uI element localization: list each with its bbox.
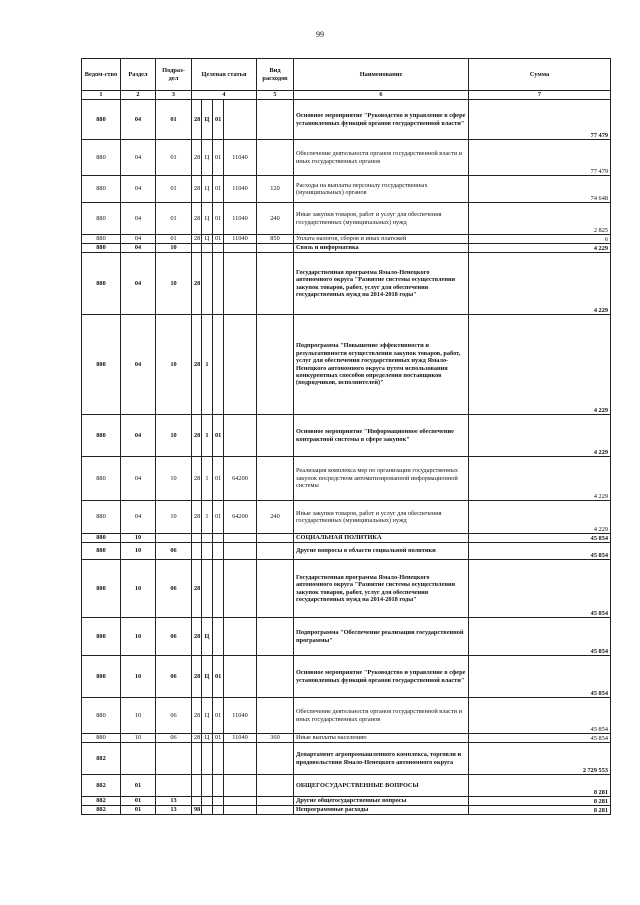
cell-naimenovanie: Иные выплаты населению <box>294 734 469 743</box>
cell-summa: 45 854 <box>469 698 611 734</box>
cell-naimenovanie: Подпрограмма "Обеспечение реализации государственной программы" <box>294 618 469 656</box>
cell-celevaya-direction <box>224 743 257 775</box>
cell-podrazdel: 10 <box>156 457 192 501</box>
cell-razdel: 04 <box>121 457 156 501</box>
budget-table <box>81 58 611 815</box>
cell-celevaya-subprogram <box>202 253 213 315</box>
table-row <box>82 656 611 698</box>
cell-celevaya-subprogram: Ц <box>202 698 213 734</box>
cell-razdel: 10 <box>121 734 156 743</box>
cell-podrazdel: 01 <box>156 100 192 140</box>
header-vid-rashodov: Вид расходов <box>257 59 294 91</box>
cell-vedomstvo: 880 <box>82 176 121 203</box>
cell-celevaya-subprogram: Ц <box>202 734 213 743</box>
cell-summa: 74 648 <box>469 176 611 203</box>
cell-vid-rashodov <box>257 806 294 815</box>
cell-celevaya-subprogram: 1 <box>202 501 213 534</box>
cell-naimenovanie: Основное мероприятие "Информационное обеспечение контрактной системы в сфере закупок" <box>294 415 469 457</box>
cell-naimenovanie: Подпрограмма "Повышение эффективности и результативности осуществления закупок товаров, работ, услуг для обеспечения государственных нужд Ямало-Ненецкого автономного округа путем использования конкурентных способов определения поставщиков (подрядчиков, исполнителей)" <box>294 315 469 415</box>
cell-celevaya-subprogram: Ц <box>202 618 213 656</box>
cell-naimenovanie: Иные закупки товаров, работ и услуг для обеспечения государственных (муниципальных) нужд <box>294 203 469 235</box>
cell-celevaya-direction <box>224 543 257 560</box>
cell-celevaya-event <box>213 534 224 543</box>
cell-celevaya-subprogram <box>202 743 213 775</box>
cell-celevaya-direction <box>224 806 257 815</box>
cell-celevaya-program <box>192 244 202 253</box>
table-body <box>82 100 611 815</box>
cell-razdel: 04 <box>121 176 156 203</box>
cell-vedomstvo: 880 <box>82 100 121 140</box>
cell-celevaya-direction <box>224 253 257 315</box>
cell-celevaya-subprogram <box>202 806 213 815</box>
cell-naimenovanie: Реализация комплекса мер по организации государственных закупок посредством автоматизированной информационной системы <box>294 457 469 501</box>
cell-celevaya-subprogram <box>202 775 213 797</box>
cell-naimenovanie: Обеспечение деятельности органов государственной власти и иных государственных органов <box>294 698 469 734</box>
cell-vid-rashodov <box>257 698 294 734</box>
cell-celevaya-event: 01 <box>213 235 224 244</box>
cell-celevaya-subprogram: Ц <box>202 176 213 203</box>
cell-celevaya-subprogram <box>202 244 213 253</box>
column-number: 1 <box>82 91 121 100</box>
cell-summa: 45 854 <box>469 618 611 656</box>
table-row <box>82 743 611 775</box>
cell-naimenovanie: Другие общегосударственные вопросы <box>294 797 469 806</box>
cell-celevaya-event: 01 <box>213 415 224 457</box>
cell-razdel: 04 <box>121 501 156 534</box>
cell-celevaya-event <box>213 315 224 415</box>
page-number: 99 <box>316 30 324 39</box>
cell-celevaya-event: 01 <box>213 100 224 140</box>
cell-celevaya-event <box>213 244 224 253</box>
cell-celevaya-program: 28 <box>192 618 202 656</box>
cell-naimenovanie: Уплата налогов, сборов и иных платежей <box>294 235 469 244</box>
cell-naimenovanie: Основное мероприятие "Руководство и управление в сфере установленных функций органов государственной власти" <box>294 100 469 140</box>
cell-celevaya-program: 28 <box>192 235 202 244</box>
cell-celevaya-direction <box>224 415 257 457</box>
cell-podrazdel: 10 <box>156 253 192 315</box>
cell-naimenovanie: Непрограммные расходы <box>294 806 469 815</box>
cell-vid-rashodov <box>257 743 294 775</box>
cell-summa: 45 854 <box>469 543 611 560</box>
cell-vid-rashodov <box>257 797 294 806</box>
cell-vid-rashodov <box>257 415 294 457</box>
column-number: 5 <box>257 91 294 100</box>
cell-celevaya-event <box>213 253 224 315</box>
table-row <box>82 698 611 734</box>
cell-vedomstvo: 880 <box>82 415 121 457</box>
cell-vid-rashodov: 850 <box>257 235 294 244</box>
cell-naimenovanie: СОЦИАЛЬНАЯ ПОЛИТИКА <box>294 534 469 543</box>
cell-summa: 45 854 <box>469 534 611 543</box>
cell-razdel: 04 <box>121 235 156 244</box>
cell-naimenovanie: Обеспечение деятельности органов государственной власти и иных государственных органов <box>294 140 469 176</box>
cell-celevaya-program: 28 <box>192 560 202 618</box>
cell-vid-rashodov <box>257 244 294 253</box>
cell-summa: 8 281 <box>469 797 611 806</box>
cell-celevaya-direction <box>224 775 257 797</box>
cell-podrazdel: 01 <box>156 140 192 176</box>
cell-celevaya-subprogram <box>202 797 213 806</box>
cell-celevaya-program: 98 <box>192 806 202 815</box>
cell-vid-rashodov <box>257 253 294 315</box>
cell-celevaya-direction <box>224 797 257 806</box>
cell-razdel: 10 <box>121 656 156 698</box>
cell-summa: 4 229 <box>469 501 611 534</box>
cell-vedomstvo: 880 <box>82 656 121 698</box>
cell-celevaya-event <box>213 543 224 560</box>
column-number-row <box>82 91 611 100</box>
cell-celevaya-event <box>213 775 224 797</box>
table-row <box>82 734 611 743</box>
cell-celevaya-direction: 11040 <box>224 140 257 176</box>
cell-razdel: 01 <box>121 806 156 815</box>
cell-celevaya-direction <box>224 656 257 698</box>
column-number: 3 <box>156 91 192 100</box>
cell-podrazdel <box>156 743 192 775</box>
table-row <box>82 560 611 618</box>
cell-celevaya-subprogram <box>202 543 213 560</box>
cell-celevaya-program <box>192 775 202 797</box>
cell-vedomstvo: 880 <box>82 203 121 235</box>
cell-razdel: 01 <box>121 775 156 797</box>
table-row <box>82 457 611 501</box>
cell-celevaya-subprogram <box>202 534 213 543</box>
cell-podrazdel: 10 <box>156 244 192 253</box>
header-vedomstvo: Ведом-ство <box>82 59 121 91</box>
cell-podrazdel <box>156 534 192 543</box>
cell-celevaya-event: 01 <box>213 140 224 176</box>
cell-summa: 77 479 <box>469 140 611 176</box>
cell-vedomstvo: 880 <box>82 253 121 315</box>
cell-vid-rashodov <box>257 560 294 618</box>
cell-summa: 45 854 <box>469 734 611 743</box>
column-number: 7 <box>469 91 611 100</box>
cell-celevaya-subprogram: Ц <box>202 100 213 140</box>
table-row <box>82 501 611 534</box>
cell-vedomstvo: 882 <box>82 797 121 806</box>
cell-vid-rashodov <box>257 656 294 698</box>
cell-vid-rashodov: 240 <box>257 203 294 235</box>
cell-celevaya-event: 01 <box>213 457 224 501</box>
table-row <box>82 140 611 176</box>
table-row <box>82 315 611 415</box>
cell-vedomstvo: 880 <box>82 315 121 415</box>
cell-summa: 4 229 <box>469 315 611 415</box>
cell-vedomstvo: 880 <box>82 140 121 176</box>
cell-celevaya-subprogram: Ц <box>202 140 213 176</box>
cell-celevaya-direction: 11040 <box>224 203 257 235</box>
cell-vedomstvo: 880 <box>82 244 121 253</box>
cell-celevaya-direction: 11040 <box>224 698 257 734</box>
cell-razdel: 10 <box>121 560 156 618</box>
header-summa: Сумма <box>469 59 611 91</box>
cell-vedomstvo: 882 <box>82 743 121 775</box>
header-celevaya-statya: Целевая статья <box>192 59 257 91</box>
cell-razdel: 10 <box>121 543 156 560</box>
cell-celevaya-subprogram: Ц <box>202 235 213 244</box>
cell-razdel: 04 <box>121 415 156 457</box>
cell-celevaya-event <box>213 806 224 815</box>
header-row <box>82 59 611 91</box>
cell-summa: 8 281 <box>469 806 611 815</box>
cell-celevaya-event: 01 <box>213 501 224 534</box>
cell-naimenovanie: ОБЩЕГОСУДАРСТВЕННЫЕ ВОПРОСЫ <box>294 775 469 797</box>
cell-razdel: 04 <box>121 140 156 176</box>
cell-vid-rashodov <box>257 315 294 415</box>
table-row <box>82 100 611 140</box>
cell-podrazdel: 06 <box>156 543 192 560</box>
cell-naimenovanie: Государственная программа Ямало-Ненецкого автономного округа "Развитие системы осуществления закупок товаров, работ, услуг для обеспечения государственных нужд на 2014-2018 годы" <box>294 253 469 315</box>
cell-razdel: 04 <box>121 100 156 140</box>
cell-celevaya-direction: 11040 <box>224 235 257 244</box>
cell-summa: 45 854 <box>469 656 611 698</box>
cell-celevaya-direction: 64200 <box>224 501 257 534</box>
cell-summa: 2 825 <box>469 203 611 235</box>
cell-celevaya-event <box>213 618 224 656</box>
cell-vedomstvo: 882 <box>82 806 121 815</box>
cell-celevaya-subprogram: Ц <box>202 656 213 698</box>
cell-celevaya-direction: 11040 <box>224 734 257 743</box>
cell-celevaya-direction <box>224 315 257 415</box>
cell-celevaya-program: 28 <box>192 176 202 203</box>
column-number: 6 <box>294 91 469 100</box>
cell-vedomstvo: 880 <box>82 534 121 543</box>
cell-summa: 2 729 553 <box>469 743 611 775</box>
cell-podrazdel: 06 <box>156 560 192 618</box>
cell-summa: 4 229 <box>469 415 611 457</box>
cell-razdel: 04 <box>121 203 156 235</box>
cell-podrazdel: 01 <box>156 203 192 235</box>
cell-podrazdel: 06 <box>156 618 192 656</box>
cell-vid-rashodov: 120 <box>257 176 294 203</box>
cell-vedomstvo: 880 <box>82 501 121 534</box>
cell-podrazdel: 06 <box>156 698 192 734</box>
cell-celevaya-subprogram: Ц <box>202 203 213 235</box>
cell-podrazdel: 13 <box>156 806 192 815</box>
cell-celevaya-event <box>213 560 224 618</box>
cell-celevaya-program: 28 <box>192 734 202 743</box>
cell-celevaya-direction <box>224 244 257 253</box>
cell-celevaya-event <box>213 797 224 806</box>
cell-summa: 4 229 <box>469 457 611 501</box>
cell-razdel: 10 <box>121 618 156 656</box>
cell-naimenovanie: Связь и информатика <box>294 244 469 253</box>
cell-podrazdel: 01 <box>156 235 192 244</box>
cell-vid-rashodov <box>257 775 294 797</box>
cell-celevaya-subprogram: 1 <box>202 457 213 501</box>
cell-vedomstvo: 882 <box>82 775 121 797</box>
cell-summa: 6 <box>469 235 611 244</box>
cell-vid-rashodov <box>257 543 294 560</box>
cell-celevaya-program: 28 <box>192 253 202 315</box>
table-row <box>82 797 611 806</box>
table-row <box>82 176 611 203</box>
cell-podrazdel: 06 <box>156 734 192 743</box>
cell-podrazdel: 01 <box>156 176 192 203</box>
cell-razdel: 04 <box>121 315 156 415</box>
cell-celevaya-direction: 11040 <box>224 176 257 203</box>
table-row <box>82 203 611 235</box>
cell-vid-rashodov <box>257 140 294 176</box>
cell-vedomstvo: 880 <box>82 698 121 734</box>
cell-celevaya-program: 28 <box>192 698 202 734</box>
cell-vid-rashodov: 240 <box>257 501 294 534</box>
cell-vid-rashodov: 360 <box>257 734 294 743</box>
cell-celevaya-program: 28 <box>192 415 202 457</box>
cell-vedomstvo: 880 <box>82 734 121 743</box>
cell-naimenovanie: Иные закупки товаров, работ и услуг для обеспечения государственных (муниципальных) нужд <box>294 501 469 534</box>
cell-vedomstvo: 880 <box>82 618 121 656</box>
cell-celevaya-program: 28 <box>192 203 202 235</box>
cell-naimenovanie: Другие вопросы в области социальной политики <box>294 543 469 560</box>
cell-celevaya-program: 28 <box>192 315 202 415</box>
cell-celevaya-program: 28 <box>192 100 202 140</box>
cell-podrazdel <box>156 775 192 797</box>
column-number: 2 <box>121 91 156 100</box>
cell-celevaya-program: 28 <box>192 140 202 176</box>
cell-summa: 4 229 <box>469 253 611 315</box>
cell-razdel: 10 <box>121 534 156 543</box>
cell-vid-rashodov <box>257 534 294 543</box>
cell-podrazdel: 10 <box>156 415 192 457</box>
table-row <box>82 618 611 656</box>
cell-podrazdel: 06 <box>156 656 192 698</box>
table-row <box>82 253 611 315</box>
cell-celevaya-program: 28 <box>192 501 202 534</box>
cell-razdel: 01 <box>121 797 156 806</box>
cell-razdel: 04 <box>121 253 156 315</box>
cell-celevaya-subprogram: 1 <box>202 315 213 415</box>
cell-naimenovanie: Расходы на выплаты персоналу государственных (муниципальных) органов <box>294 176 469 203</box>
cell-summa: 77 479 <box>469 100 611 140</box>
cell-celevaya-event: 01 <box>213 698 224 734</box>
cell-celevaya-direction <box>224 560 257 618</box>
cell-celevaya-program <box>192 743 202 775</box>
cell-razdel: 04 <box>121 244 156 253</box>
cell-vid-rashodov <box>257 618 294 656</box>
cell-vedomstvo: 880 <box>82 457 121 501</box>
cell-vid-rashodov <box>257 457 294 501</box>
column-number: 4 <box>192 91 257 100</box>
cell-celevaya-program <box>192 543 202 560</box>
cell-naimenovanie: Основное мероприятие "Руководство и управление в сфере установленных функций органов государственной власти" <box>294 656 469 698</box>
cell-celevaya-direction <box>224 100 257 140</box>
cell-vedomstvo: 880 <box>82 543 121 560</box>
cell-podrazdel: 10 <box>156 501 192 534</box>
cell-summa: 4 229 <box>469 244 611 253</box>
cell-celevaya-direction <box>224 534 257 543</box>
cell-celevaya-event: 01 <box>213 203 224 235</box>
cell-celevaya-program: 28 <box>192 656 202 698</box>
cell-celevaya-event <box>213 743 224 775</box>
table-row <box>82 244 611 253</box>
cell-celevaya-subprogram: 1 <box>202 415 213 457</box>
table-row <box>82 775 611 797</box>
cell-podrazdel: 10 <box>156 315 192 415</box>
cell-celevaya-event: 01 <box>213 176 224 203</box>
header-razdel: Раздел <box>121 59 156 91</box>
header-podrazdel: Подраз-дел <box>156 59 192 91</box>
table-row <box>82 235 611 244</box>
cell-vedomstvo: 880 <box>82 235 121 244</box>
cell-celevaya-direction <box>224 618 257 656</box>
table-row <box>82 415 611 457</box>
cell-summa: 8 281 <box>469 775 611 797</box>
cell-vid-rashodov <box>257 100 294 140</box>
cell-razdel: 10 <box>121 698 156 734</box>
table-row <box>82 806 611 815</box>
cell-naimenovanie: Департамент агропромышленного комплекса, торговли и продовольствия Ямало-Ненецкого автономного округа <box>294 743 469 775</box>
table-row <box>82 534 611 543</box>
cell-celevaya-program: 28 <box>192 457 202 501</box>
header-naimenovanie: Наименование <box>294 59 469 91</box>
cell-razdel <box>121 743 156 775</box>
cell-celevaya-event: 01 <box>213 734 224 743</box>
cell-naimenovanie: Государственная программа Ямало-Ненецкого автономного округа "Развитие системы осуществления закупок товаров, работ, услуг для обеспечения государственных нужд на 2014-2018 годы" <box>294 560 469 618</box>
cell-celevaya-direction: 64200 <box>224 457 257 501</box>
cell-celevaya-program <box>192 534 202 543</box>
table-row <box>82 543 611 560</box>
cell-celevaya-event: 01 <box>213 656 224 698</box>
cell-summa: 45 854 <box>469 560 611 618</box>
cell-podrazdel: 13 <box>156 797 192 806</box>
cell-celevaya-subprogram <box>202 560 213 618</box>
cell-celevaya-program <box>192 797 202 806</box>
cell-vedomstvo: 880 <box>82 560 121 618</box>
